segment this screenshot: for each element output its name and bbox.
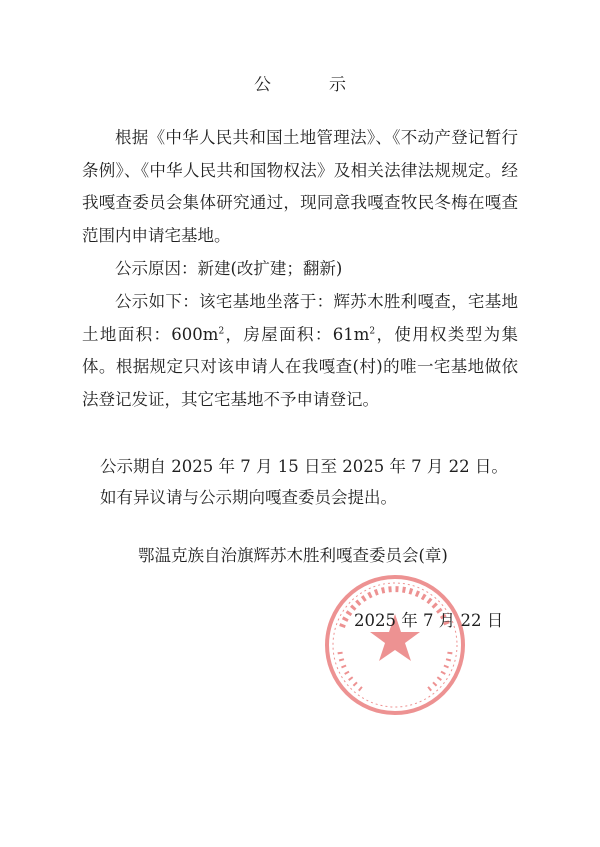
details-text-c: ，使用权类型为集体。根据规定只对该申请人在我嘎查(村)的唯一宅基地做依法登记发证，其它宅基地不予申请登记。 [82, 324, 519, 409]
details-text-a: 公示如下：该宅基地坐落于：辉苏木胜利嘎查，宅基地土地面积：600m [82, 292, 518, 344]
signature-date: 2025 年 7 月 22 日 [354, 611, 504, 630]
red-seal-stamp-icon [322, 572, 468, 718]
objection-instruction: 如有异议请与公示期向嘎查委员会提出。 [100, 488, 397, 507]
land-area-unit-superscript: 2 [218, 326, 225, 336]
title-char-left: 公 [254, 75, 271, 95]
paragraph-legal-basis: 根据《中华人民共和国土地管理法》、《不动产登记暂行条例》、《中华人民共和国物权法》及相关法律法规规定。经我嘎查委员会集体研究通过，现同意我嘎查牧民冬梅在嘎查范围内申请宅基地。 [82, 128, 518, 245]
paragraph-reason: 公示原因：新建(改扩建；翻新) [115, 259, 343, 278]
paragraph-details [82, 286, 518, 416]
signer-organization: 鄂温克族自治旗辉苏木胜利嘎查委员会(章) [138, 546, 448, 565]
details-text-b: ，房屋面积：61m [224, 324, 370, 344]
title-char-right: 示 [329, 75, 346, 95]
page-title [0, 70, 600, 95]
house-area-unit-superscript: 2 [369, 326, 376, 336]
notice-period: 公示期自 2025 年 7 月 15 日至 2025 年 7 月 22 日。 [100, 457, 508, 476]
